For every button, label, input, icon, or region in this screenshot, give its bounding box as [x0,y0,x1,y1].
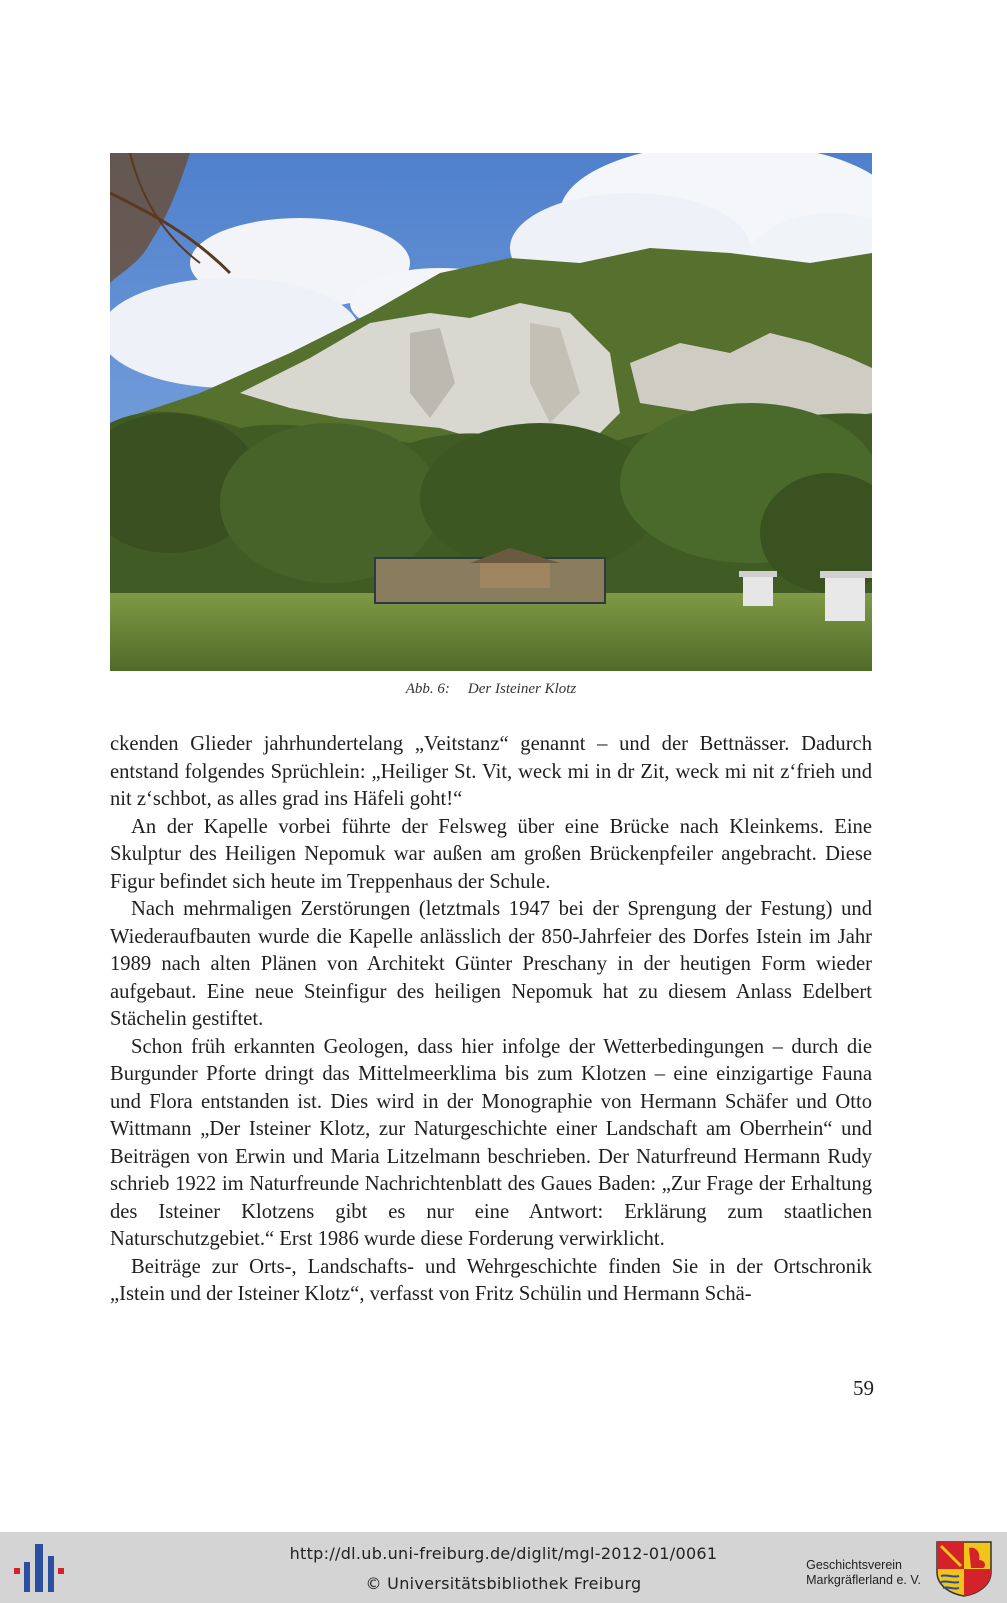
figure-caption-text: Der Isteiner Klotz [467,681,577,697]
figure-caption [110,681,872,698]
paragraph-3: Nach mehrmaligen Zerstörungen (letztmals 1947 bei der Sprengung der Festung) und Wiederaufbauten wurde die Kapelle anlässlich der 850-Jahrfeier des Dorfes Istein im Jahr 1989 nach alten Plänen von Architekt Günter Preschany in der heutigen Form wieder aufgebaut. Eine neue Steinfigur des heiligen Nepomuk hat zu diesem Anlass Edelbert Stächelin gestiftet. [110,898,872,1030]
footer-bar [0,1532,1007,1603]
society-line-2: Markgräflerland e. V. [806,1573,921,1587]
coat-of-arms-icon [933,1538,995,1598]
footer-url[interactable]: http://dl.ub.uni-freiburg.de/diglit/mgl-2012-01/0061 [289,1544,718,1563]
society-name [806,1558,921,1588]
figure-label: Abb. 6: [405,681,450,697]
footer-copyright: © Universitätsbibliothek Freiburg [365,1574,642,1593]
body-text [110,731,872,1309]
paragraph-5: Beiträge zur Orts-, Landschafts- und Wehrgeschichte finden Sie in der Ortschronik „Istein und der Isteiner Klotz“, verfasst von Fritz Schülin und Hermann Schä- [110,1255,872,1305]
paragraph-2: An der Kapelle vorbei führte der Felsweg über eine Brücke nach Kleinkems. Eine Skulptur des Heiligen Nepomuk war außen am großen Brückenpfeiler angebracht. Diese Figur befindet sich heute im Treppenhaus der Schule. [110,815,872,893]
page-number: 59 [853,1376,874,1400]
paragraph-1: ckenden Glieder jahrhundertelang „Veitstanz“ genannt – und der Bettnässer. Dadurch entstand folgendes Sprüchlein: „Heiliger St. Vit, weck mi in dr Zit, weck mi nit z‘frieh und nit z‘schbot, as alles grad ins Häfeli goht!“ [110,733,872,810]
landscape-image [110,153,872,671]
society-line-1: Geschichtsverein [806,1558,902,1572]
paragraph-4: Schon früh erkannten Geologen, dass hier infolge der Wetterbedingungen – durch die Burgunder Pforte dringt das Mittelmeerklima bis zum Klotzen – eine einzigartige Fauna und Flora entstanden ist. Dies wird in der Monographie von Hermann Schäfer und Otto Wittmann „Der Isteiner Klotz, zur Naturgeschichte einer Landschaft am Oberrhein“ und Beiträgen von Erwin und Maria Litzelmann beschrieben. Der Naturfreund Hermann Rudy schrieb 1922 im Naturfreunde Nachrichtenblatt des Gaues Baden: „Zur Frage der Erhaltung des Isteiner Klotzens gibt es nur eine Antwort: Erklärung zum staatlichen Naturschutzgebiet.“ Erst 1986 wurde diese Forderung verwirklicht. [110,1035,872,1250]
figure-photo-isteiner-klotz [110,153,872,671]
